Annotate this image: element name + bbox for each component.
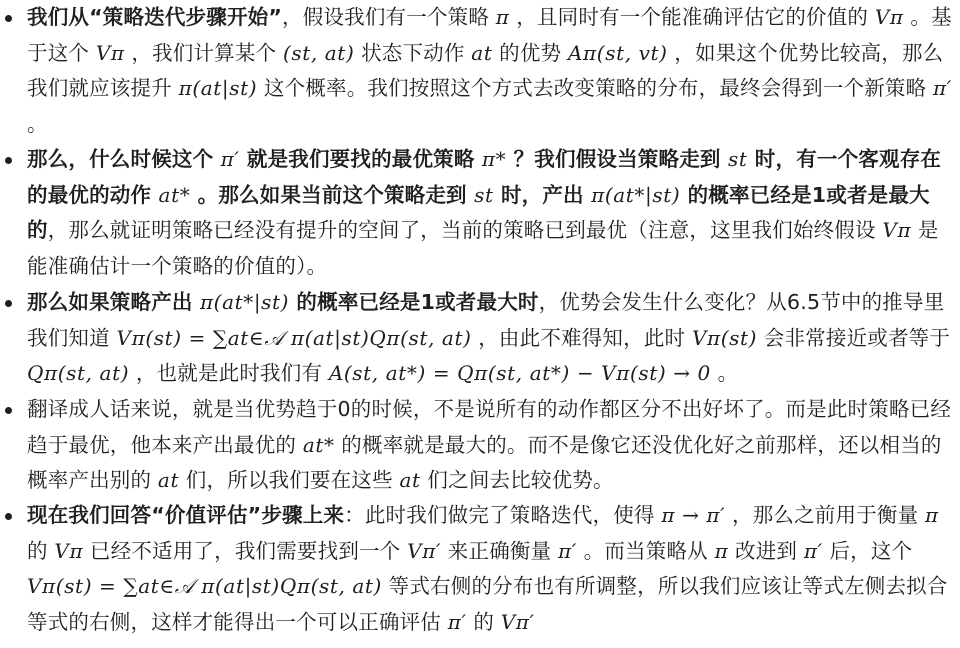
body-text: ：此时我们做完了策略迭代，使得 bbox=[344, 503, 662, 527]
math-expression: π → π′ bbox=[661, 503, 726, 527]
body-text: ，由此不难得知，此时 bbox=[471, 325, 692, 350]
math-expression: π(at*|st) bbox=[199, 290, 290, 314]
body-text: 来正确衡量 bbox=[441, 538, 559, 563]
body-text: ，优势会发生什么变化？从6.5节中的推导里我们知道 bbox=[27, 290, 945, 350]
math-expression: Vπ(st) = ∑at∈𝒜 π(at|st)Qπ(st, at) bbox=[116, 325, 472, 350]
math-expression: at bbox=[157, 468, 180, 493]
body-text: 状态下动作 bbox=[354, 40, 472, 65]
math-expression: Qπ(st, at) bbox=[27, 361, 130, 386]
body-text: 改进到 bbox=[728, 538, 804, 563]
bold-text: 的概率已经是1或者最大时 bbox=[289, 290, 539, 314]
body-text: 。而当策略从 bbox=[576, 538, 715, 563]
body-text: 这个概率。我们按照这个方式去改变策略的分布，最终会得到一个新策略 bbox=[257, 76, 934, 101]
body-text: 的 bbox=[466, 609, 501, 634]
body-text: ，我们计算某个 bbox=[124, 40, 283, 65]
math-expression: Aπ(st, vt) bbox=[568, 40, 668, 65]
bold-text: ？我们假设当策略走到 bbox=[506, 147, 728, 171]
body-text: 等式右侧的分布也有所调整，所以我们应该让等式左侧去拟合等式的右侧，这样才能得出一个可以正确评估 bbox=[27, 574, 948, 634]
bold-text: 就是我们要找的最优策略 bbox=[239, 147, 482, 171]
math-expression: π bbox=[495, 5, 510, 29]
math-expression: A(st, at*) = Qπ(st, at*) − Vπ(st) → 0 bbox=[328, 361, 711, 386]
body-text: 。基于这个 bbox=[27, 5, 952, 65]
bold-text: 时，产出 bbox=[493, 182, 592, 207]
bullet-icon bbox=[5, 157, 12, 164]
bold-text: 的概率已经是1或者是最大的 bbox=[27, 182, 930, 243]
bold-text: 我们从“策略迭代步骤开始” bbox=[27, 5, 283, 29]
math-expression: Vπ(st) = ∑at∈𝒜 π(at|st)Qπ(st, at) bbox=[27, 574, 382, 599]
math-expression: at bbox=[399, 468, 421, 493]
bullet-paragraph-5 bbox=[27, 498, 952, 640]
body-text: 。 bbox=[27, 111, 48, 136]
math-expression: st bbox=[727, 147, 748, 171]
body-text: 的优势 bbox=[492, 40, 569, 65]
math-expression: π bbox=[714, 538, 729, 563]
body-text: 会非常接近或者等于 bbox=[757, 325, 951, 350]
body-text: 翻译成人话来说，就是当优势趋于0的时候，不是说所有的动作都区分不出好坏了。而是此时策略已经趋于最优，他本来产出最优的 bbox=[27, 397, 952, 457]
body-text: 的 bbox=[27, 538, 55, 563]
bullet-icon bbox=[5, 407, 12, 414]
math-expression: π′ bbox=[558, 538, 577, 563]
body-text: 后，这个 bbox=[822, 538, 913, 563]
math-expression: π* bbox=[481, 147, 507, 171]
math-expression: Vπ bbox=[882, 218, 912, 243]
bullet-icon bbox=[5, 300, 12, 307]
math-expression: at* bbox=[158, 182, 191, 207]
bold-text: 那么，什么时候这个 bbox=[27, 147, 221, 171]
bullet-paragraph-3 bbox=[27, 285, 952, 392]
body-text: 已经不适用了，我们需要找到一个 bbox=[83, 538, 408, 563]
bold-text: 时，有一个客观存在的最优的动作 bbox=[27, 147, 942, 207]
body-text: 的概率就是最大的。而不是像它还没优化好之前那样，还以相当的概率产出别的 bbox=[27, 432, 942, 493]
bullet-icon bbox=[5, 15, 12, 22]
math-expression: Vπ(st) bbox=[691, 325, 758, 350]
math-expression: π′ bbox=[447, 609, 467, 634]
bold-text: 那么如果策略产出 bbox=[27, 290, 200, 314]
body-text: ，假设我们有一个策略 bbox=[282, 5, 496, 29]
math-expression: π bbox=[925, 503, 939, 527]
math-expression: π′ bbox=[803, 538, 823, 563]
math-expression: Vπ bbox=[874, 5, 904, 29]
bullet-paragraph-4 bbox=[27, 392, 952, 499]
body-text: ，那么就证明策略已经没有提升的空间了，当前的策略已到最优（注意，这里我们始终假设 bbox=[47, 218, 883, 243]
body-text: 。 bbox=[710, 361, 739, 386]
math-expression: Vπ′ bbox=[407, 538, 442, 563]
body-text: ，也就是此时我们有 bbox=[129, 361, 329, 386]
body-text: 们之间去比较优势。 bbox=[420, 468, 614, 493]
math-expression: (st, at) bbox=[282, 40, 355, 65]
bullet-paragraph-1 bbox=[27, 0, 952, 142]
bullet-icon bbox=[5, 513, 12, 520]
math-expression: Vπ bbox=[95, 40, 125, 65]
math-expression: Vπ′ bbox=[500, 609, 535, 634]
bold-text: 现在我们回答“价值评估”步骤上来 bbox=[27, 503, 345, 527]
body-text: ，且同时有一个能准确评估它的价值的 bbox=[509, 5, 875, 29]
body-text: ，那么之前用于衡量 bbox=[725, 503, 926, 527]
math-expression: at* bbox=[302, 432, 335, 457]
math-expression: π′ bbox=[933, 76, 952, 101]
math-expression: π(at|st) bbox=[178, 76, 258, 101]
math-expression: Vπ bbox=[54, 538, 84, 563]
math-expression: π′ bbox=[220, 147, 240, 171]
bold-text: 。那么如果当前这个策略走到 bbox=[190, 182, 475, 207]
math-expression: st bbox=[474, 182, 494, 207]
math-expression: at bbox=[471, 40, 493, 65]
body-text: 是能准确估计一个策略的价值的）。 bbox=[27, 218, 939, 278]
math-expression: π(at*|st) bbox=[591, 182, 681, 207]
body-text: 们，所以我们要在这些 bbox=[179, 468, 400, 493]
body-text: ，如果这个优势比较高，那么我们就应该提升 bbox=[27, 40, 944, 101]
bullet-paragraph-2 bbox=[27, 142, 952, 284]
